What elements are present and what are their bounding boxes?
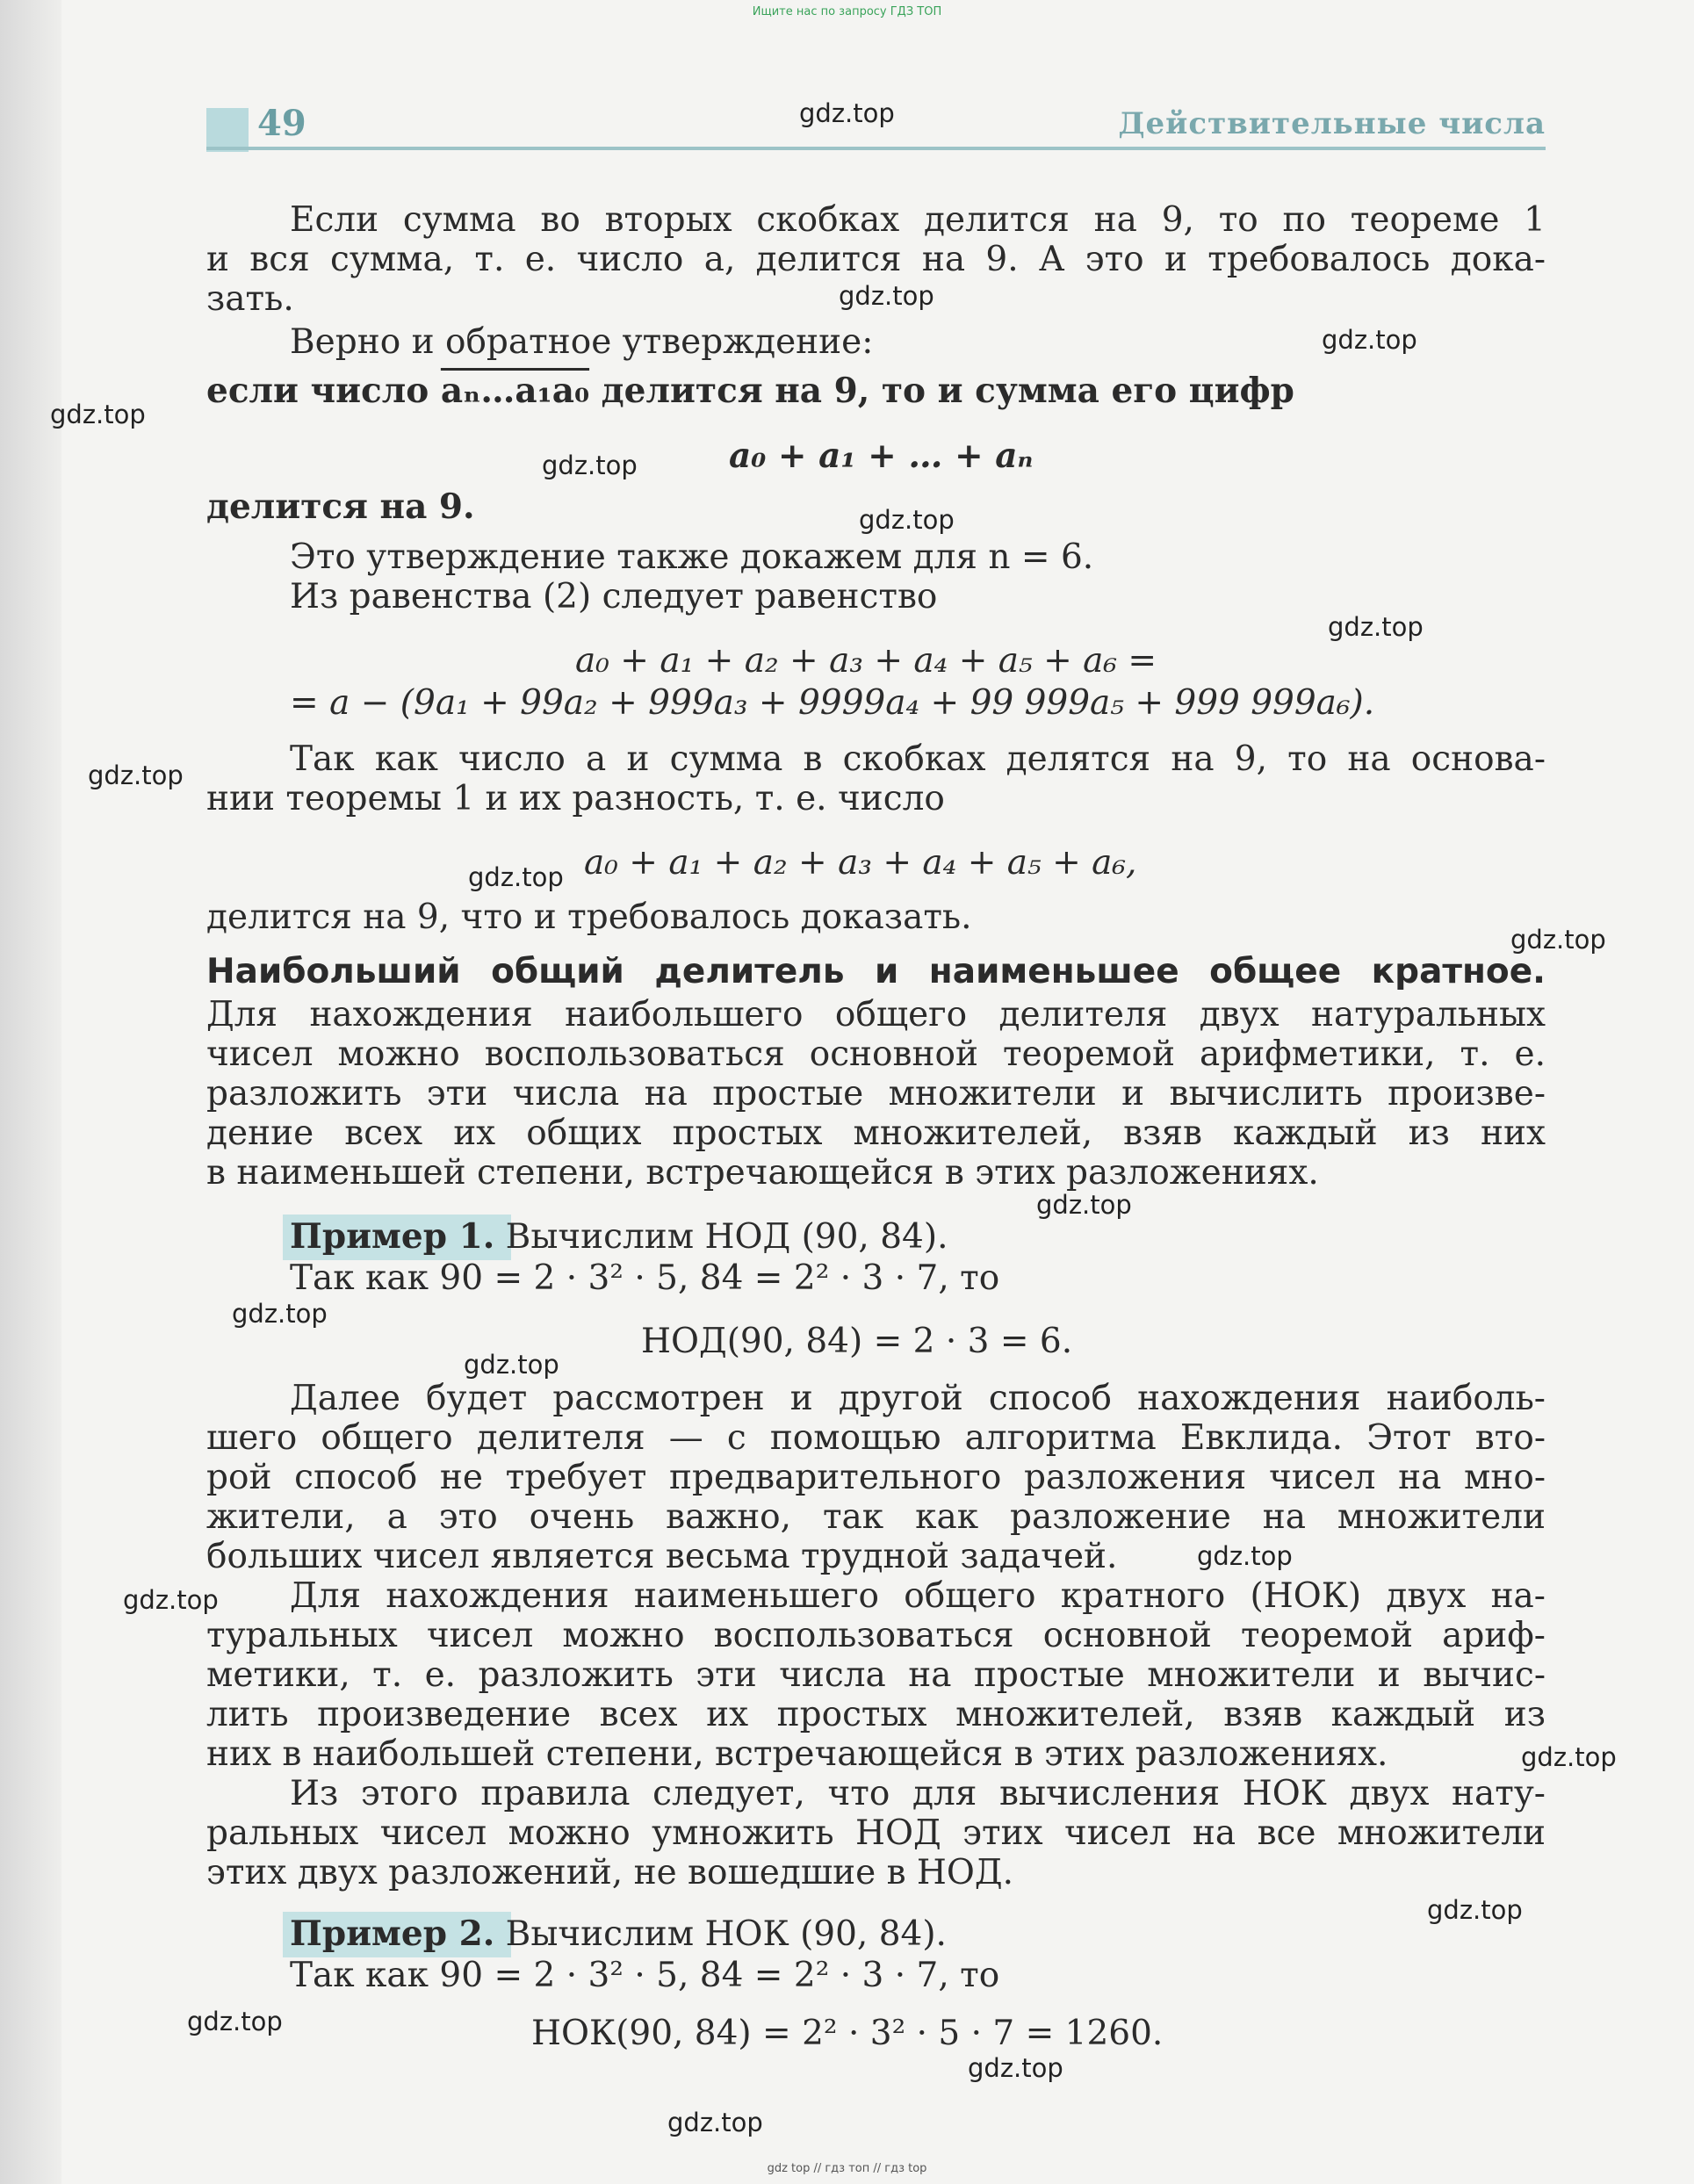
example-line <box>290 1914 947 1954</box>
example-text: Вычислим НОД (90, 84). <box>494 1217 948 1257</box>
watermark: gdz.top <box>1510 925 1606 955</box>
formula: a₀ + a₁ + a₂ + a₃ + a₄ + a₅ + a₆ = <box>575 641 1157 681</box>
formula: = a − (9a₁ + 99a₂ + 999a₃ + 9999a₄ + 99 999a₅ + 999 999a₆). <box>290 683 1375 723</box>
text-line: делится на 9, что и требовалось доказать. <box>206 897 972 937</box>
header-rule <box>206 147 1546 150</box>
text-line: в наименьшей степени, встречающейся в этих разложениях. <box>206 1153 1319 1193</box>
watermark: gdz.top <box>468 862 564 892</box>
text-line: них в наибольшей степени, встречающейся в этих разложениях. <box>206 1734 1388 1774</box>
text-line: Если сумма во вторых скобках делится на 9, то по теореме 1 <box>290 200 1546 240</box>
text-line: ральных чисел можно умножить НОД этих чисел на все множители <box>206 1813 1546 1853</box>
text-line: метики, т. е. разложить эти числа на простые множители и вычис- <box>206 1655 1546 1695</box>
watermark: gdz.top <box>859 505 955 535</box>
example-text: Вычислим НОК (90, 84). <box>494 1914 947 1954</box>
text-line: Так как число a и сумма в скобках делятся на 9, то на основа- <box>290 739 1546 779</box>
text-line: разложить эти числа на простые множители и вычислить произве- <box>206 1074 1546 1114</box>
text-line: Для нахождения наименьшего общего кратного (НОК) двух на- <box>290 1576 1546 1616</box>
watermark: gdz.top <box>50 400 146 429</box>
page-number: 49 <box>257 103 306 144</box>
watermark: gdz.top <box>1521 1742 1617 1772</box>
page-edge-shadow <box>0 0 61 2184</box>
statement-line <box>206 371 1294 411</box>
watermark: gdz.top <box>799 98 895 128</box>
text-line: Так как 90 = 2 · 3² · 5, 84 = 2² · 3 · 7, то <box>290 1956 1000 1995</box>
formula: НОК(90, 84) = 2² · 3² · 5 · 7 = 1260. <box>531 2014 1164 2053</box>
text-line: Верно и обратное утверждение: <box>290 322 874 362</box>
text-line: зать. <box>206 279 294 319</box>
number-notation: aₙ…a₁a₀ <box>440 371 590 411</box>
text-line: Для нахождения наибольшего общего делителя двух натуральных <box>206 995 1546 1034</box>
text-line: шего общего делителя — с помощью алгоритма Евклида. Этот вто- <box>206 1418 1546 1458</box>
watermark: gdz.top <box>232 1299 328 1329</box>
section-heading: Наибольший общий делитель и наименьшее общее кратное. <box>206 952 1546 991</box>
example-line <box>290 1217 948 1257</box>
bottom-note: gdz top // гдз топ // гдз top <box>767 2162 927 2175</box>
text-line: Из равенства (2) следует равенство <box>290 577 938 616</box>
example-label: Пример 2. <box>290 1914 495 1954</box>
text-line: этих двух разложений, не вошедшие в НОД. <box>206 1853 1014 1892</box>
formula: НОД(90, 84) = 2 · 3 = 6. <box>641 1322 1073 1361</box>
watermark: gdz.top <box>1322 325 1417 355</box>
watermark: gdz.top <box>464 1350 559 1380</box>
text-line: больших чисел является весьма трудной задачей. <box>206 1537 1118 1576</box>
text-line: дение всех их общих простых множителей, взяв каждый из них <box>206 1114 1546 1153</box>
running-title: Действительные числа <box>1118 106 1546 141</box>
text-line: Это утверждение также докажем для n = 6. <box>290 537 1094 577</box>
watermark: gdz.top <box>1328 612 1424 642</box>
example-label: Пример 1. <box>290 1216 495 1257</box>
watermark: gdz.top <box>187 2007 283 2036</box>
text-line: чисел можно воспользоваться основной теоремой арифметики, т. е. <box>206 1034 1546 1074</box>
text-line: Так как 90 = 2 · 3² · 5, 84 = 2² · 3 · 7, то <box>290 1258 1000 1298</box>
top-note: Ищите нас по запросу ГДЗ ТОП <box>752 5 942 18</box>
text-line: жители, а это очень важно, так как разложение на множители <box>206 1497 1546 1537</box>
text-line: Из этого правила следует, что для вычисления НОК двух нату- <box>290 1774 1546 1813</box>
text-line: Далее будет рассмотрен и другой способ нахождения наиболь- <box>290 1379 1546 1418</box>
text-line: рой способ не требует предварительного разложения чисел на мно- <box>206 1458 1546 1497</box>
page-number-marker <box>206 108 249 152</box>
text-line: туральных чисел можно воспользоваться основной теоремой ариф- <box>206 1616 1546 1655</box>
formula: a₀ + a₁ + … + aₙ <box>729 436 1034 476</box>
watermark: gdz.top <box>1197 1541 1293 1571</box>
watermark: gdz.top <box>1036 1190 1132 1220</box>
watermark: gdz.top <box>1427 1895 1523 1925</box>
watermark: gdz.top <box>123 1585 219 1615</box>
watermark: gdz.top <box>667 2108 763 2137</box>
text-line: и вся сумма, т. е. число a, делится на 9. А это и требовалось дока- <box>206 240 1546 279</box>
text-line: нии теоремы 1 и их разность, т. е. число <box>206 779 945 818</box>
text-line: лить произведение всех их простых множителей, взяв каждый из <box>206 1695 1546 1734</box>
statement-text: делится на 9, то и сумма его цифр <box>589 371 1294 411</box>
statement-line: делится на 9. <box>206 487 475 527</box>
formula: a₀ + a₁ + a₂ + a₃ + a₄ + a₅ + a₆, <box>584 843 1137 883</box>
watermark: gdz.top <box>968 2053 1063 2083</box>
watermark: gdz.top <box>839 281 934 311</box>
statement-text: если число <box>206 371 441 411</box>
watermark: gdz.top <box>88 760 184 790</box>
watermark: gdz.top <box>542 450 638 480</box>
